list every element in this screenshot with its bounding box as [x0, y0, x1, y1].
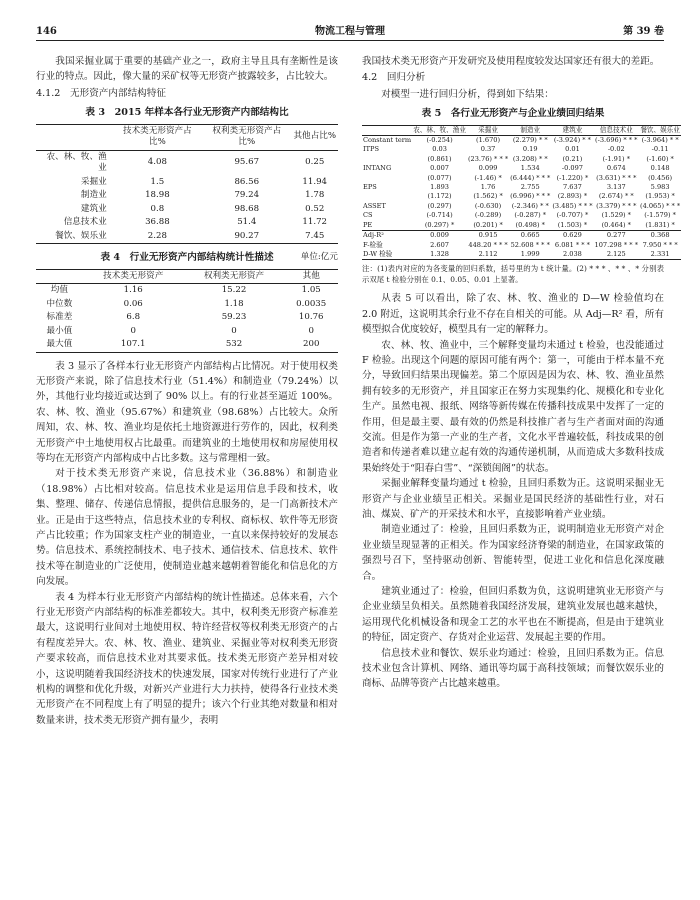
table-cell: 4.08: [147, 157, 167, 168]
intro-paragraph: 我国采掘业属于重要的基础产业之一，政府主导且具有垄断性是该行业的特点。因此，像大量的采矿权等无形资产披露较多，占比较大。: [36, 56, 338, 83]
table-cell: (-1.220) *: [556, 173, 589, 182]
table4: [36, 269, 338, 353]
table-cell: (-1.91) *: [602, 154, 630, 163]
table-cell: (1.503) *: [557, 220, 588, 229]
table-cell: 0.368: [639, 231, 681, 241]
table-row: [362, 241, 681, 250]
table-cell: 1.328: [430, 249, 449, 258]
table-cell: -0.097: [561, 164, 583, 173]
table-cell: 1.893: [430, 183, 449, 192]
table-cell: 标准差: [46, 312, 73, 323]
table-cell: (6.444) * * *: [510, 173, 551, 182]
table-header-cell: 权利类无形资产: [184, 269, 285, 284]
table-cell: (1.953) *: [645, 192, 675, 201]
table-row: [362, 183, 681, 192]
continued-paragraph: 我国技术类无形资产开发研究及使用程度较发达国家还有很大的差距。: [362, 56, 660, 67]
table-cell: 448.20 * * *: [468, 240, 508, 249]
table-cell: CS: [363, 211, 373, 220]
table-row: [362, 136, 681, 146]
left-column: [36, 54, 338, 728]
table-cell: (2.893) *: [557, 192, 588, 201]
table-row: [36, 176, 338, 190]
table-cell: 0.629: [551, 231, 593, 241]
table-row: [362, 250, 681, 260]
table-cell: 7.637: [563, 183, 582, 192]
table-cell: [362, 192, 412, 201]
table-header-cell: 制造业: [509, 125, 551, 135]
table-cell: 2.125: [606, 249, 626, 258]
table-row: [362, 211, 681, 220]
section-heading-4-1-2: 4.1.2 无形资产内部结构特征: [36, 87, 166, 99]
table-cell: F-检验: [363, 240, 383, 249]
table-header-cell: 餐饮、娱乐业: [640, 125, 680, 134]
table-cell: (0.498) *: [515, 220, 545, 229]
table-cell: 2.755: [520, 183, 540, 192]
table-cell: 15.22: [221, 285, 247, 296]
table-cell: (0.464) *: [601, 220, 631, 229]
table-cell: 制造业: [80, 190, 107, 201]
table5: [362, 125, 681, 261]
body-paragraph: 农、林、牧、渔业中，三个解释变量均未通过 t 检验，也没能通过 F 检验。出现这个问题的原因可能有两个：第一，可能由于样本量不充分，导致回归结果出现偏差。第二个原因是因为农、林、牧、渔业虽然拥有较多的无形资产，并且国家正在努力实现集约化、规模化和专业化生产。虽然电视、报纸、网络等新传媒在传播科技成果中发挥了一定的作用，但是最主要、最有效的仍然是科技推广者与生产者面对面的沟通交流。但是作为第一产业的生产者，文化水平普遍较低，科技成果的创造者和传递者难以建立起有效的沟通传递机制，从而造成大多数科技成果始终处于“阳春白雪”、“深锁闺阁”的状态。: [362, 339, 664, 474]
table-header-cell: [36, 269, 83, 284]
table-cell: (-1.46) *: [474, 173, 502, 182]
table-cell: (3.379) * * *: [596, 201, 637, 210]
table-cell: (0.861): [427, 154, 452, 163]
table-cell: (1.529) *: [601, 211, 631, 220]
lead-sentence: 对模型一进行回归分析，得到如下结果：: [381, 88, 554, 100]
table-cell: 7.950 * * *: [642, 240, 678, 249]
table-cell: (-1.60) *: [646, 154, 674, 163]
body-paragraph: 信息技术业和餐饮、娱乐业均通过：检验，且回归系数为正。信息技术业包含计算机、网络、通讯等均属于高科技领域；而餐饮娱乐业的商标、品牌等资产占比越来越重。: [362, 647, 664, 690]
table-cell: 95.67: [234, 157, 260, 168]
table-cell: 1.76: [480, 183, 496, 192]
table-cell: 0.01: [565, 145, 580, 154]
table-cell: (-2.346) * *: [511, 201, 549, 210]
table-header-row: [362, 125, 681, 135]
table-cell: 1.78: [305, 190, 325, 201]
table-cell: ITPS: [363, 145, 379, 154]
table-cell: (0.297): [427, 201, 452, 210]
table-row: [36, 230, 338, 244]
table-header-cell: 建筑业: [551, 125, 593, 135]
table-cell: 建筑业: [80, 203, 107, 214]
table3-caption: 表 3 2015 年样本各行业无形资产内部结构比: [85, 107, 289, 119]
table-cell: 0.25: [305, 157, 325, 168]
table-cell: 2.607: [430, 240, 449, 249]
table-cell: 0: [231, 325, 237, 336]
table-cell: 0.148: [650, 164, 670, 173]
table-cell: 中位数: [46, 298, 73, 309]
table-cell: 0.674: [606, 164, 626, 173]
table-cell: (2.674) * *: [598, 192, 634, 201]
table-cell: (1.831) *: [645, 220, 675, 229]
body-paragraph: 对于技术类无形资产来说，信息技术业（36.88%）和制造业（18.98%）占比相对较高。信息技术业是运用信息手段和技术，收集、整理、储存、传递信息情报，提供信息服务的，是一门高新技术产业。正是由于这些特点，信息技术业的专利权、商标权、软件等无形资产占比较重；作为国家支柱产业的制造业，一直以来保持较好的发展态势。信息技术、系统控制技术、电子技术、通信技术、信息技术、软件技术等在制造业的广泛使用，使制造业越来越朝着智能化和信息化的方向发展。: [36, 468, 338, 588]
table-header-cell: 农、林、牧、渔业: [413, 125, 466, 134]
table-cell: 0.37: [480, 145, 496, 154]
table-row: [362, 164, 681, 173]
table-cell: 0.52: [305, 203, 325, 214]
table5-note: 注：(1)表内对应的为各变量的回归系数，括号里的为 t 统计量。(2) * * * 、* * 、* 分别表示双尾 t 检验分别在 0.1、0.05、0.01 上显著。: [362, 264, 664, 285]
table-cell: 最大值: [46, 339, 73, 350]
table-cell: 3.137: [606, 183, 626, 192]
table-cell: PE: [363, 220, 373, 229]
table-row: [362, 202, 681, 211]
table-cell: -0.02: [607, 145, 625, 154]
table-row: [36, 150, 338, 176]
right-column: [362, 54, 681, 692]
body-paragraph: 制造业通过了：检验，且回归系数为正，说明制造业无形资产对企业业绩呈现显著的正相关。作为国家经济脊梁的制造业，在国家政策的强烈号召下，坚持驱动创新、智能转型，促进工业化和信息化深度融合。: [362, 524, 664, 582]
table-cell: 均值: [50, 285, 68, 296]
table-cell: 农、林、牧、渔业: [46, 151, 107, 174]
table-cell: (-0.630): [474, 201, 502, 210]
table-cell: 0.19: [522, 145, 538, 154]
table-cell: 36.88: [145, 217, 170, 228]
body-paragraph: 从表 5 可以看出，除了农、林、牧、渔业的 D—W 检验值均在 2.0 附近，这说明其余行业不存在自相关的可能。从 Adj—R² 看，所有模型拟合优度较好，模型具有一定的解释力。: [362, 293, 664, 336]
table-cell: (3.208) * *: [512, 154, 548, 163]
table-cell: 1.534: [520, 164, 540, 173]
table-cell: 信息技术业: [63, 217, 107, 228]
table-row: [36, 311, 338, 325]
table-cell: 532: [225, 339, 243, 350]
table-cell: (-0.254): [426, 136, 453, 145]
table-cell: (4.065) * * *: [640, 201, 681, 210]
table-cell: 200: [303, 339, 320, 350]
table-cell: 1.5: [150, 176, 165, 187]
table-header-cell: 其他占比%: [291, 124, 338, 150]
table-cell: 2.331: [650, 249, 670, 258]
table-cell: 0: [308, 325, 314, 336]
table-header-row: [36, 269, 338, 284]
table-cell: 0.277: [594, 231, 639, 241]
table-cell: -0.11: [651, 145, 669, 154]
table-cell: 59.23: [221, 312, 247, 323]
table-row: [36, 216, 338, 230]
table-cell: 7.45: [305, 230, 325, 241]
table-cell: 11.94: [302, 176, 328, 187]
table-cell: (-0.287) *: [514, 211, 547, 220]
table-cell: 1.05: [301, 285, 321, 296]
table-row: [36, 189, 338, 203]
table-cell: (0.21): [562, 154, 583, 163]
table-cell: 10.76: [298, 312, 324, 323]
table-header-row: [36, 124, 338, 150]
table-cell: (0.201) *: [473, 220, 503, 229]
table3: [36, 124, 338, 245]
table-cell: 0.0035: [296, 298, 327, 309]
table-cell: 2.038: [563, 249, 582, 258]
table-cell: 98.68: [234, 203, 260, 214]
table-cell: [362, 174, 412, 183]
table-header-cell: [362, 125, 412, 135]
table-cell: 最小值: [46, 325, 73, 336]
table-header-cell: 技术类无形资产占比%: [113, 124, 202, 150]
table-cell: EPS: [363, 183, 377, 192]
body-paragraph: 表 4 为样本行业无形资产内部结构的统计性描述。总体来看，六个行业无形资产内部结构的标准差都较大。其中，权利类无形资产标准差最大，这说明行业间对土地使用权、特许经营权等权利类无形资产的占有程度差异大。农、林、牧、渔业、建筑业、采掘业等对权利类无形资产要求较高，而信息技术业对其要求低。技术类无形资产差异相对较小，这说明随着我国经济技术的快速发展，国家对传统行业进行了产业机构的调整和优化升级，对新兴产业进行大力扶持，使得各行业技术类无形资产在不同程度上有了明显的提升；该六个行业其绝对数量和相对数量来讲，技术类无形资产拥有量少，表明: [36, 591, 338, 726]
table4-caption: 表 4 行业无形资产内部结构统计性描述: [100, 252, 274, 264]
body-paragraph: 建筑业通过了：检验，但回归系数为负，这说明建筑业无形资产与企业业绩呈负相关。虽然随着我国经济发展，建筑业发展也越来越快，运用现代化机械设备和现金工艺的水平也在不断提高，但是由于建筑业的特征，固定资产、存货对企业运营、发展起主要的作用。: [362, 586, 664, 644]
table-cell: (-0.289): [474, 211, 502, 220]
table-cell: (-1.579) *: [644, 211, 676, 220]
table-cell: 采掘业: [80, 176, 107, 187]
table-cell: 51.4: [237, 217, 257, 228]
table-cell: (3.631) * * *: [596, 173, 637, 182]
table-row: [362, 221, 681, 231]
table-cell: [362, 155, 412, 164]
table-row: [36, 338, 338, 352]
table-cell: 6.8: [126, 312, 141, 323]
table-cell: 0.8: [150, 203, 165, 214]
table-row: [362, 231, 681, 241]
table-cell: 2.112: [478, 249, 498, 258]
table-cell: 18.98: [145, 190, 170, 201]
table-cell: Adj-R²: [362, 231, 412, 241]
table-header-cell: 权利类无形资产占比%: [202, 124, 291, 150]
table-cell: 107.1: [120, 339, 146, 350]
table-cell: (23.76) * * *: [467, 154, 509, 163]
journal-name: 物流工程与管理: [315, 26, 385, 37]
table-cell: 107.298 * * *: [594, 240, 638, 249]
table4-caption-block: [36, 250, 338, 265]
table-header-cell: 其他: [284, 269, 338, 284]
table-cell: 0.665: [509, 231, 551, 241]
table-cell: (2.279) * *: [512, 136, 548, 145]
table-cell: (-3.924) * *: [553, 136, 591, 145]
table-cell: 1.999: [520, 249, 540, 258]
table-cell: D-W 检验: [363, 249, 393, 258]
table-cell: (-3.696) * * *: [595, 136, 638, 145]
table-cell: 86.56: [234, 176, 260, 187]
section-heading-4-2: 4.2 回归分析: [362, 72, 426, 84]
body-paragraph: 采掘业解释变量均通过 t 检验，且回归系数为正。这说明采掘业无形资产与企业业绩呈正相关。采掘业是国民经济的基础性行业，对石油、煤炭、矿产的开采技术和水平，直接影响着产业业绩。: [362, 478, 664, 520]
table-header-cell: [36, 124, 113, 150]
table-header-cell: 信息技术业: [594, 125, 639, 135]
volume-label: 第 39 卷: [623, 26, 664, 37]
table-header-cell: 采掘业: [467, 125, 509, 135]
table-cell: 11.72: [302, 217, 328, 228]
table-cell: 1.18: [224, 298, 244, 309]
table4-unit: 单位:亿元: [300, 252, 338, 263]
table-cell: (1.670): [476, 136, 501, 145]
table-cell: 0.03: [432, 145, 447, 154]
table-cell: (-3.964) * *: [641, 136, 679, 145]
table-row: [362, 174, 681, 183]
table-cell: (0.077): [427, 173, 452, 182]
table-cell: (0.297) *: [424, 220, 455, 229]
table-cell: 79.24: [234, 190, 260, 201]
table-cell: (3.485) * * *: [552, 201, 593, 210]
table-row: [362, 155, 681, 164]
table-row: [36, 298, 338, 312]
table-cell: (1.172): [427, 192, 452, 201]
table-cell: 2.28: [147, 230, 167, 241]
table-cell: (-0.714): [426, 211, 453, 220]
table-cell: 0.007: [430, 164, 449, 173]
table-cell: 52.608 * * *: [510, 240, 550, 249]
table-row: [36, 284, 338, 298]
page-number: 146: [36, 26, 57, 37]
table-row: [36, 325, 338, 339]
table5-caption: 表 5 各行业无形资产与企业业绩回归结果: [421, 108, 605, 120]
table-cell: Constant term: [363, 136, 412, 145]
running-header: [36, 24, 664, 41]
table-cell: 5.983: [650, 183, 670, 192]
table-cell: (6.996) * * *: [510, 192, 551, 201]
table-cell: 餐饮、娱乐业: [55, 230, 107, 241]
table-row: [362, 192, 681, 201]
table-row: [362, 145, 681, 154]
table-cell: 0.915: [467, 231, 509, 241]
table-cell: (0.456): [648, 173, 673, 182]
table-row: [36, 203, 338, 217]
table-cell: INTANG: [363, 164, 392, 173]
table-cell: 90.27: [234, 230, 260, 241]
table-cell: 0: [130, 325, 136, 336]
table-header-cell: 技术类无形资产: [83, 269, 184, 284]
table-cell: (-0.707) *: [556, 211, 589, 220]
table-cell: (1.562) *: [473, 192, 503, 201]
table-cell: ASSET: [363, 201, 386, 210]
table-cell: 6.081 * * *: [554, 240, 590, 249]
table-cell: 0.06: [123, 298, 143, 309]
table-cell: 0.099: [478, 164, 498, 173]
table-cell: 1.16: [123, 285, 143, 296]
body-paragraph: 表 3 显示了各样本行业无形资产内部结构占比情况。对于使用权类无形资产来说，除了信息技术行业（51.4%）和制造业（79.24%）以外，其他行业均接近或达到了 90% 以上。有的行业甚至逼近 100%。农、林、牧、渔业（95.67%）和建筑业（98.68%）占比较大。众所周知，农、林、牧、渔业均是依托土地资源进行劳作的，因此，权利类无形资产中土地使用权占比最重。而建筑业的土地使用权和房屋使用权等均在无形资产内部构成中占比多数。这与常理相一致。: [36, 360, 338, 464]
table-cell: 0.009: [412, 231, 467, 241]
